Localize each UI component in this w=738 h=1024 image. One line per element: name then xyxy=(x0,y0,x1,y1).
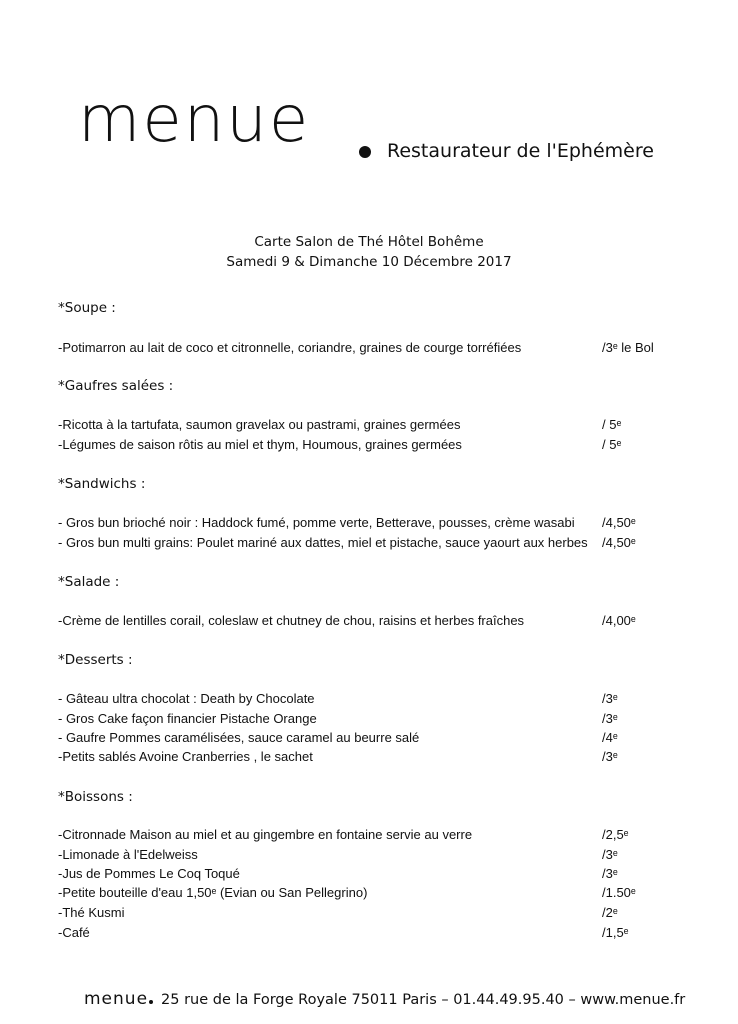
item-description: -Petite bouteille d'eau 1,50ᵉ (Evian ou San Pellegrino) xyxy=(58,885,368,900)
item-price: /3ᵉ xyxy=(602,749,618,764)
item-description: - Gros Cake façon financier Pistache Orange xyxy=(58,711,317,726)
section-title-boissons: *Boissons : xyxy=(58,789,133,805)
item-price: / 5ᵉ xyxy=(602,437,622,452)
footer-address: 25 rue de la Forge Royale 75011 Paris – 01.44.49.95.40 – www.menue.fr xyxy=(161,992,686,1008)
menu-item xyxy=(58,613,698,631)
item-price: /3ᵉ xyxy=(602,847,618,862)
item-price: /4ᵉ xyxy=(602,730,618,745)
item-price: /4,50ᵉ xyxy=(602,535,636,550)
section-title-soupe: *Soupe : xyxy=(58,300,116,316)
menu-item xyxy=(58,885,698,903)
item-description: - Gaufre Pommes caramélisées, sauce caramel au beurre salé xyxy=(58,730,420,745)
section-title-salade: *Salade : xyxy=(58,574,120,590)
item-description: -Citronnade Maison au miel et au gingembre en fontaine servie au verre xyxy=(58,827,473,842)
section-title-gaufres: *Gaufres salées : xyxy=(58,378,174,394)
menu-item xyxy=(58,417,698,435)
item-price: /1.50ᵉ xyxy=(602,885,636,900)
item-description: -Légumes de saison rôtis au miel et thym, Houmous, graines germées xyxy=(58,437,462,452)
menu-item xyxy=(58,847,698,865)
menu-item xyxy=(58,827,698,845)
item-description: -Thé Kusmi xyxy=(58,905,125,920)
item-description: - Gros bun brioché noir : Haddock fumé, pomme verte, Betterave, pousses, crème wasabi xyxy=(58,515,575,530)
item-description: -Crème de lentilles corail, coleslaw et chutney de chou, raisins et herbes fraîches xyxy=(58,613,525,628)
item-price: /4,50ᵉ xyxy=(602,515,636,530)
menu-date: Samedi 9 & Dimanche 10 Décembre 2017 xyxy=(226,254,512,270)
menu-item xyxy=(58,515,698,533)
item-description: -Ricotta à la tartufata, saumon gravelax ou pastrami, graines germées xyxy=(58,417,461,432)
section-title-sandwichs: *Sandwichs : xyxy=(58,476,146,492)
item-price: /3ᵉ xyxy=(602,691,618,706)
menu-item xyxy=(58,730,698,748)
item-price: / 5ᵉ xyxy=(602,417,622,432)
menu-item xyxy=(58,711,698,729)
item-price: /1,5ᵉ xyxy=(602,925,629,940)
item-price: /3ᵉ le Bol xyxy=(602,340,654,355)
menu-item xyxy=(58,905,698,923)
footer-brand-dot xyxy=(149,1000,153,1004)
item-description: - Gros bun multi grains: Poulet mariné aux dattes, miel et pistache, sauce yaourt aux herbes xyxy=(58,535,588,550)
item-description: -Jus de Pommes Le Coq Toqué xyxy=(58,866,240,881)
menu-item xyxy=(58,925,698,943)
item-price: /3ᵉ xyxy=(602,711,618,726)
item-price: /3ᵉ xyxy=(602,866,618,881)
menu-title: Carte Salon de Thé Hôtel Bohême xyxy=(254,234,484,250)
logo-dot xyxy=(359,146,371,158)
footer-brand: menue xyxy=(84,989,149,1009)
item-description: -Petits sablés Avoine Cranberries , le sachet xyxy=(58,749,313,764)
item-description: -Café xyxy=(58,925,90,940)
footer xyxy=(84,989,685,1009)
item-description: -Potimarron au lait de coco et citronnelle, coriandre, graines de courge torréfiées xyxy=(58,340,522,355)
menu-item xyxy=(58,437,698,455)
menu-item xyxy=(58,691,698,709)
tagline: Restaurateur de l'Ephémère xyxy=(387,140,654,162)
menu-item xyxy=(58,866,698,884)
item-description: - Gâteau ultra chocolat : Death by Chocolate xyxy=(58,691,315,706)
section-title-desserts: *Desserts : xyxy=(58,652,133,668)
menu-item xyxy=(58,340,698,358)
menu-item xyxy=(58,749,698,767)
menu-item xyxy=(58,535,698,553)
item-price: /2,5ᵉ xyxy=(602,827,629,842)
item-price: /4,00ᵉ xyxy=(602,613,636,628)
item-description: -Limonade à l'Edelweiss xyxy=(58,847,198,862)
logo: menue xyxy=(78,83,311,157)
item-price: /2ᵉ xyxy=(602,905,618,920)
